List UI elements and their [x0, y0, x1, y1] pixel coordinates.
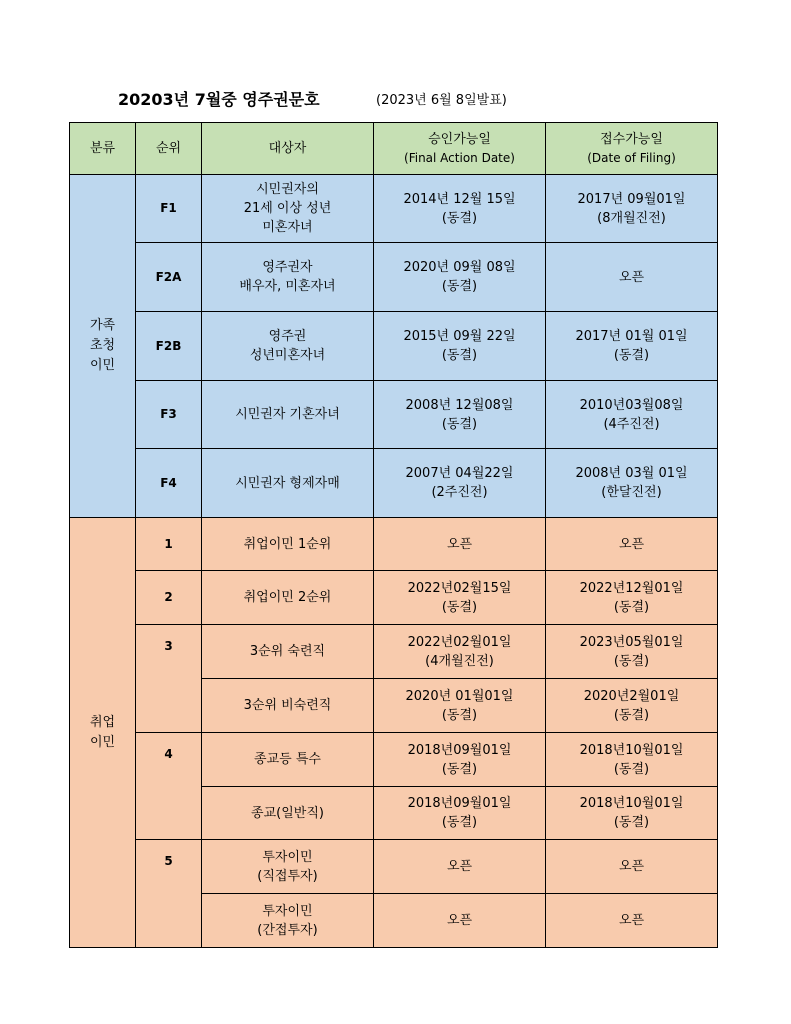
cell-text-line: (동결): [441, 815, 478, 830]
cell-text-line: (동결): [441, 210, 478, 226]
cell-text-line: 시민권자의: [256, 182, 319, 197]
cell-text-line: 배우자, 미혼자녀: [239, 279, 336, 294]
cell-text-line: 오픈: [618, 859, 645, 874]
cell-text-line: 오픈: [446, 536, 473, 552]
cell-text-line: 오픈: [446, 913, 473, 928]
cell-text-line: 오픈: [618, 913, 645, 928]
target-cell: [202, 518, 374, 571]
approval-date-cell: [374, 840, 546, 894]
cell-text-line: 2020년 09월 08일: [403, 260, 516, 275]
rank-cell: F2B: [136, 312, 202, 381]
cell-text-line: 3순위 비숙련직: [243, 698, 332, 713]
cell-text-line: 종교등 특수: [254, 752, 321, 767]
header-approval-english: (Final Action Date): [404, 150, 515, 165]
target-cell: [202, 312, 374, 381]
cell-text-line: 2022년02월15일: [407, 580, 512, 596]
header-filing-english: (Date of Filing): [587, 150, 676, 165]
table-row: [70, 625, 718, 679]
cell-text-line: (직접투자): [257, 868, 318, 884]
cell-text-line: 초청: [89, 338, 116, 353]
approval-date-cell: [374, 571, 546, 625]
filing-date-cell: [546, 518, 718, 571]
cell-text-line: 3순위 숙련직: [249, 644, 326, 659]
cell-text-line: (한달진전): [601, 485, 662, 500]
target-cell: [202, 733, 374, 787]
cell-text-line: 2010년03월08일: [579, 397, 684, 413]
rank-cell: 1: [136, 518, 202, 571]
cell-text-line: 취업이민 1순위: [243, 536, 332, 552]
table-row: [70, 449, 718, 518]
approval-date-cell: [374, 625, 546, 679]
table-row: [70, 571, 718, 625]
cell-text-line: 취업이민 2순위: [243, 590, 332, 605]
filing-date-cell: [546, 312, 718, 381]
table-row: [70, 243, 718, 312]
cell-text-line: (동결): [613, 599, 650, 615]
filing-date-cell: [546, 243, 718, 312]
rank-cell: F1: [136, 175, 202, 243]
filing-date-cell: [546, 381, 718, 449]
cell-text-line: (4개월진전): [425, 653, 494, 669]
cell-text-line: 종교(일반직): [251, 805, 324, 821]
target-cell: [202, 175, 374, 243]
header-approval-label: 승인가능일: [428, 131, 491, 147]
approval-date-cell: [374, 243, 546, 312]
cell-text-line: 오픈: [446, 859, 473, 874]
header-filing-date: [546, 123, 718, 175]
filing-date-cell: [546, 625, 718, 679]
table-row: [70, 381, 718, 449]
target-cell: [202, 787, 374, 840]
target-cell: [202, 449, 374, 518]
cell-text-line: 21세 이상 성년: [243, 201, 332, 216]
approval-date-cell: [374, 381, 546, 449]
cell-text-line: 2015년 09월 22일: [403, 329, 516, 344]
cell-text-line: (동결): [613, 348, 650, 363]
cell-text-line: (동결): [613, 653, 650, 669]
approval-date-cell: [374, 518, 546, 571]
cell-text-line: (동결): [441, 707, 478, 723]
target-cell: [202, 679, 374, 733]
cell-text-line: (동결): [441, 348, 478, 363]
document-title: 20203년 7월중 영주권문호: [118, 90, 320, 109]
table-row: [70, 312, 718, 381]
cell-text-line: 2018년09월01일: [407, 742, 512, 758]
cell-text-line: 미혼자녀: [262, 220, 313, 235]
target-cell: [202, 571, 374, 625]
cell-text-line: 2008년 12월08일: [405, 397, 514, 413]
target-cell: [202, 381, 374, 449]
approval-date-cell: [374, 679, 546, 733]
cell-text-line: 2014년 12월 15일: [403, 191, 516, 207]
cell-text-line: 2020년2월01일: [583, 688, 680, 704]
rank-cell: 5: [136, 840, 202, 948]
cell-text-line: 영주권: [268, 329, 307, 344]
table-row: [70, 733, 718, 787]
filing-date-cell: [546, 679, 718, 733]
cell-text-line: 투자이민: [262, 903, 313, 919]
rank-cell: F2A: [136, 243, 202, 312]
cell-text-line: (간접투자): [257, 922, 318, 938]
approval-date-cell: [374, 787, 546, 840]
cell-text-line: 투자이민: [262, 849, 313, 865]
target-cell: [202, 894, 374, 948]
cell-text-line: 이민: [89, 358, 116, 373]
filing-date-cell: [546, 787, 718, 840]
cell-text-line: 2008년 03월 01일: [575, 466, 688, 481]
rank-cell: 2: [136, 571, 202, 625]
cell-text-line: 오픈: [618, 536, 645, 552]
approval-date-cell: [374, 312, 546, 381]
cell-text-line: 시민권자 형제자매: [235, 475, 340, 491]
rank-cell: 3: [136, 625, 202, 733]
rank-cell: 4: [136, 733, 202, 840]
cell-text-line: (4주진전): [603, 416, 660, 432]
filing-date-cell: [546, 449, 718, 518]
cell-text-line: 취업: [89, 714, 116, 730]
cell-text-line: 가족: [89, 318, 116, 333]
cell-text-line: (동결): [613, 761, 650, 777]
cell-text-line: 영주권자: [262, 260, 313, 275]
cell-text-line: 이민: [89, 734, 116, 750]
target-cell: [202, 243, 374, 312]
category-employment: [70, 518, 136, 948]
cell-text-line: 오픈: [618, 269, 645, 285]
filing-date-cell: [546, 733, 718, 787]
cell-text-line: 시민권자 기혼자녀: [235, 407, 340, 422]
table-row: [70, 840, 718, 894]
table-row: [70, 175, 718, 243]
approval-date-cell: [374, 894, 546, 948]
cell-text-line: 2020년 01월01일: [405, 688, 514, 704]
cell-text-line: 2018년10월01일: [579, 742, 684, 758]
approval-date-cell: [374, 175, 546, 243]
header-category: 분류: [70, 123, 136, 175]
cell-text-line: 2017년 09월01일: [577, 191, 686, 207]
cell-text-line: (동결): [613, 815, 650, 830]
header-approval-date: [374, 123, 546, 175]
visa-bulletin-table: [69, 122, 718, 948]
cell-text-line: (동결): [613, 707, 650, 723]
cell-text-line: 2017년 01월 01일: [575, 329, 688, 344]
cell-text-line: 2007년 04월22일: [405, 466, 514, 481]
cell-text-line: (동결): [441, 416, 478, 432]
category-family: [70, 175, 136, 518]
cell-text-line: 2018년09월01일: [407, 796, 512, 811]
target-cell: [202, 840, 374, 894]
filing-date-cell: [546, 175, 718, 243]
header-filing-label: 접수가능일: [600, 131, 663, 147]
cell-text-line: (8개월진전): [597, 210, 666, 226]
approval-date-cell: [374, 449, 546, 518]
target-cell: [202, 625, 374, 679]
cell-text-line: (2주진전): [431, 485, 488, 500]
cell-text-line: 2022년12월01일: [579, 580, 684, 596]
cell-text-line: 2022년02월01일: [407, 634, 512, 650]
rank-cell: F3: [136, 381, 202, 449]
filing-date-cell: [546, 571, 718, 625]
filing-date-cell: [546, 840, 718, 894]
cell-text-line: (동결): [441, 279, 478, 294]
cell-text-line: (동결): [441, 599, 478, 615]
header-rank: 순위: [136, 123, 202, 175]
table-row: [70, 518, 718, 571]
rank-cell: F4: [136, 449, 202, 518]
cell-text-line: 성년미혼자녀: [249, 348, 326, 363]
header-target: 대상자: [202, 123, 374, 175]
cell-text-line: (동결): [441, 761, 478, 777]
cell-text-line: 2018년10월01일: [579, 796, 684, 811]
cell-text-line: 2023년05월01일: [579, 634, 684, 650]
filing-date-cell: [546, 894, 718, 948]
announcement-date: (2023년 6월 8일발표): [376, 93, 507, 108]
approval-date-cell: [374, 733, 546, 787]
header-row: [70, 123, 718, 175]
